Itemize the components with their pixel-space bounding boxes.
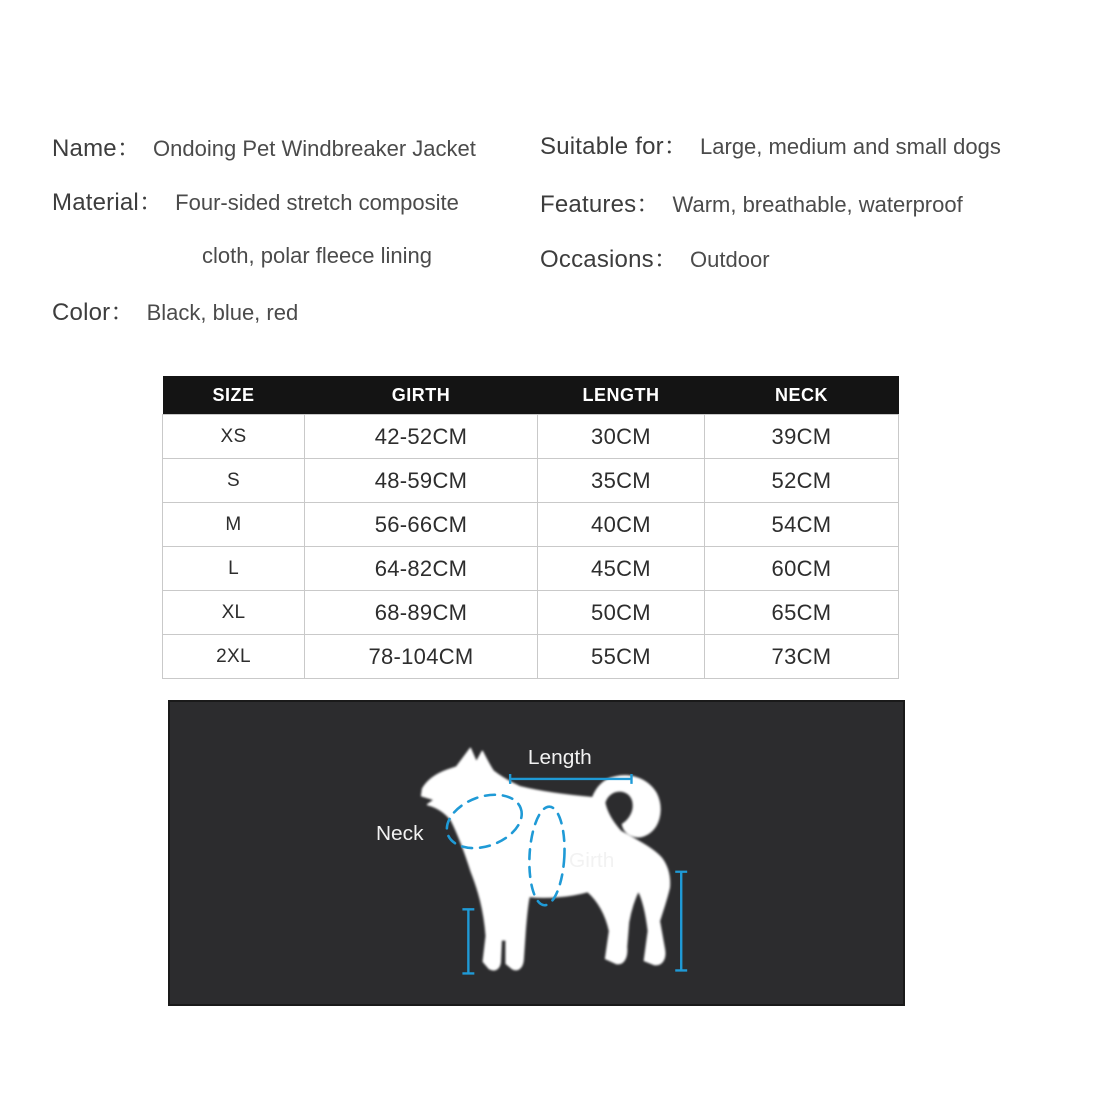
girth-label: Girth [569,848,615,872]
table-row [163,415,899,459]
header-cell-size: SIZE [163,376,305,415]
table-row [163,547,899,591]
color-label: Color： [52,299,135,326]
color-value: Black, blue, red [146,300,299,325]
info-row-name [52,128,476,163]
length-cell: 40CM [538,503,705,547]
info-row-features [540,184,963,219]
neck-cell: 39CM [705,415,899,459]
info-row-occasions [540,239,770,274]
neck-cell: 54CM [705,503,899,547]
name-label: Name： [52,135,142,162]
measurement-diagram [170,702,903,1004]
length-label: Length [527,746,592,770]
neck-cell: 65CM [705,591,899,635]
rear-height-measure-line [675,872,687,971]
size-chart-header-row [163,376,899,415]
header-cell-neck: NECK [705,376,899,415]
length-cell: 50CM [538,591,705,635]
girth-cell: 78-104CM [305,635,538,679]
front-height-measure-line [462,909,474,973]
info-row-material [52,182,459,269]
girth-cell: 42-52CM [305,415,538,459]
suitable-for-label: Suitable for： [540,133,689,160]
info-row-color [52,292,298,327]
size-cell: 2XL [163,635,305,679]
header-cell-girth: GIRTH [305,376,538,415]
neck-label: Neck [375,822,424,846]
suitable-for-value: Large, medium and small dogs [700,134,1001,159]
material-label: Material： [52,189,164,216]
info-row-suitable-for [540,126,1001,161]
girth-cell: 68-89CM [305,591,538,635]
table-row [163,459,899,503]
length-cell: 30CM [538,415,705,459]
neck-cell: 52CM [705,459,899,503]
size-cell: XS [163,415,305,459]
occasions-label: Occasions： [540,246,679,273]
table-row [163,503,899,547]
size-chart-table [162,376,899,679]
measurement-diagram-panel [168,700,905,1006]
table-row [163,635,899,679]
length-cell: 35CM [538,459,705,503]
name-value: Ondoing Pet Windbreaker Jacket [153,136,476,161]
girth-cell: 56-66CM [305,503,538,547]
girth-cell: 48-59CM [305,459,538,503]
length-cell: 45CM [538,547,705,591]
size-cell: S [163,459,305,503]
features-label: Features： [540,191,661,218]
material-value-line2: cloth, polar fleece lining [202,243,432,268]
size-cell: L [163,547,305,591]
occasions-value: Outdoor [690,247,770,272]
length-cell: 55CM [538,635,705,679]
size-cell: XL [163,591,305,635]
girth-cell: 64-82CM [305,547,538,591]
material-value-line1: Four-sided stretch composite [175,190,459,215]
neck-cell: 73CM [705,635,899,679]
header-cell-length: LENGTH [538,376,705,415]
neck-cell: 60CM [705,547,899,591]
features-value: Warm, breathable, waterproof [672,192,963,217]
size-cell: M [163,503,305,547]
table-row [163,591,899,635]
material-value [175,190,459,269]
